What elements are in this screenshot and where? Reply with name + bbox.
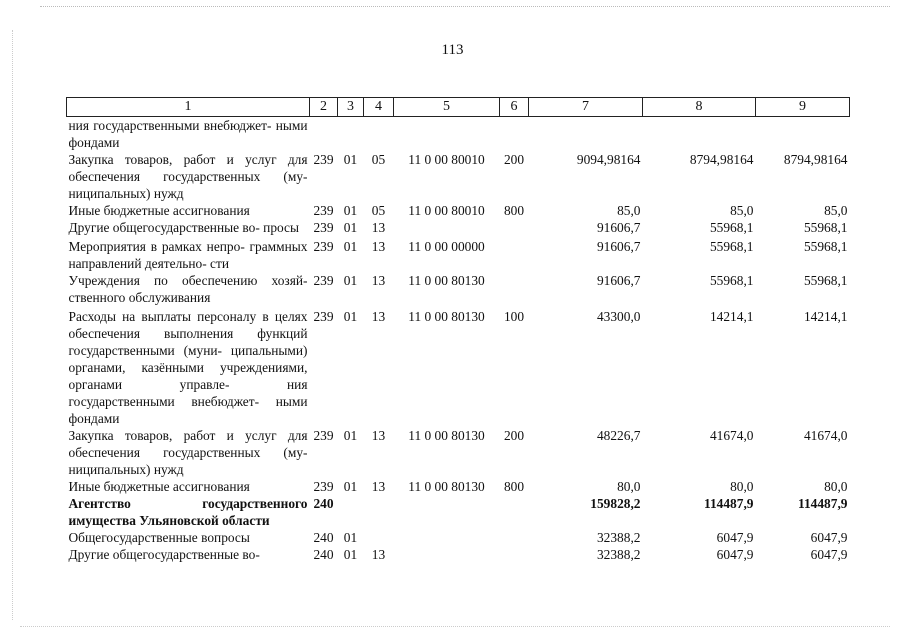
row-value-cell: 13 [371,547,386,562]
row-value-cell [394,546,500,563]
table-row [67,202,850,219]
row-value-cell: 9094,98164 [576,152,641,167]
row-value-cell: 32388,2 [596,530,641,545]
row-value-cell: 13 [371,428,386,443]
column-header: 9 [756,98,850,117]
row-value-cell: 85,0 [730,203,754,218]
column-header: 5 [394,98,500,117]
column-header: 4 [364,98,394,117]
row-value-cell [500,117,529,152]
column-header: 6 [500,98,529,117]
row-value-cell [756,117,850,152]
row-value-cell [500,236,529,272]
row-value-cell: 14214,1 [803,309,848,324]
row-value-cell: 55968,1 [803,239,848,254]
row-value-cell: 200 [503,152,525,167]
row-name-cell: Мероприятия в рамках непро- граммных направлений деятельно- сти [68,239,308,271]
row-value-cell: 11 0 00 80130 [408,309,485,324]
row-value-cell [364,529,394,546]
row-value-cell: 55968,1 [709,239,754,254]
table-row [67,306,850,427]
row-value-cell [500,495,529,529]
column-header: 2 [310,98,338,117]
row-value-cell: 800 [503,203,525,218]
row-value-cell: 01 [343,309,358,324]
row-value-cell [500,546,529,563]
table-row [67,478,850,495]
budget-table [66,97,850,563]
row-name-cell: ния государственными внебюджет- ными фондами [68,118,308,150]
row-name-cell: Закупка товаров, работ и услуг для обеспечения государственных (му- ниципальных) нужд [68,152,308,201]
row-name-cell: Иные бюджетные ассигнования [68,203,250,218]
row-name-cell: Агентство государственного имущества Ульяновской области [68,496,308,528]
scan-edge-bottom [20,626,890,627]
column-header: 7 [529,98,643,117]
row-value-cell: 6047,9 [716,547,754,562]
row-value-cell: 01 [343,239,358,254]
row-value-cell: 11 0 00 80130 [408,273,485,288]
row-value-cell [364,495,394,529]
row-name-cell: Расходы на выплаты персоналу в целях обеспечения выполнения функций государственными (муни- ципальными) органами, казёнными учреждениями, органами управле- ния государственными внебюджет- ными фондами [68,309,308,426]
row-value-cell: 01 [343,547,358,562]
row-value-cell: 55968,1 [803,220,848,235]
row-value-cell: 239 [313,309,334,324]
row-value-cell [500,529,529,546]
row-value-cell: 6047,9 [810,547,848,562]
row-value-cell: 13 [371,239,386,254]
row-value-cell: 6047,9 [810,530,848,545]
row-value-cell: 239 [313,203,334,218]
row-value-cell: 48226,7 [596,428,641,443]
row-value-cell: 85,0 [617,203,641,218]
row-value-cell: 8794,98164 [783,152,848,167]
table-row [67,151,850,202]
row-value-cell: 6047,9 [716,530,754,545]
row-value-cell: 01 [343,273,358,288]
scan-edge-left [12,30,13,620]
row-value-cell: 01 [343,428,358,443]
row-value-cell: 159828,2 [590,496,641,511]
scan-edge-top [40,6,890,7]
row-value-cell: 01 [343,203,358,218]
table-row [67,117,850,152]
row-value-cell: 05 [371,152,386,167]
row-value-cell: 05 [371,203,386,218]
row-value-cell: 114487,9 [798,496,848,511]
row-value-cell [338,495,364,529]
row-value-cell [310,117,338,152]
row-value-cell: 13 [371,479,386,494]
table-row [67,272,850,306]
row-value-cell: 8794,98164 [689,152,754,167]
row-value-cell: 13 [371,273,386,288]
row-value-cell: 239 [313,428,334,443]
row-value-cell: 01 [343,152,358,167]
row-value-cell: 01 [343,479,358,494]
row-name-cell: Иные бюджетные ассигнования [68,479,250,494]
row-value-cell: 32388,2 [596,547,641,562]
row-name-cell: Учреждения по обеспечению хозяй- ственного обслуживания [68,273,308,305]
row-value-cell: 80,0 [617,479,641,494]
row-value-cell: 240 [313,530,334,545]
row-value-cell: 239 [313,239,334,254]
row-value-cell: 91606,7 [596,220,641,235]
row-value-cell: 55968,1 [803,273,848,288]
row-name-cell: Закупка товаров, работ и услуг для обеспечения государственных (му- ниципальных) нужд [68,428,308,477]
row-value-cell [394,529,500,546]
row-value-cell [529,117,643,152]
page-number: 113 [441,42,464,58]
row-value-cell: 85,0 [824,203,848,218]
row-value-cell: 11 0 00 80130 [408,428,485,443]
table-body [67,117,850,564]
row-value-cell [500,219,529,236]
column-header: 3 [338,98,364,117]
row-value-cell: 01 [343,530,358,545]
row-name-cell: Другие общегосударственные во- просы [68,220,299,235]
row-value-cell: 11 0 00 80010 [408,152,485,167]
row-value-cell [643,117,756,152]
row-value-cell: 55968,1 [709,273,754,288]
row-value-cell [500,272,529,306]
row-value-cell: 14214,1 [709,309,754,324]
row-value-cell: 239 [313,479,334,494]
row-value-cell: 01 [343,220,358,235]
row-value-cell: 239 [313,273,334,288]
row-value-cell: 239 [313,152,334,167]
table-row [67,236,850,272]
row-value-cell: 43300,0 [596,309,641,324]
row-value-cell [394,219,500,236]
row-value-cell: 240 [313,547,334,562]
column-header: 8 [643,98,756,117]
row-value-cell: 200 [503,428,525,443]
table-row [67,427,850,478]
row-value-cell: 11 0 00 80010 [408,203,485,218]
row-value-cell: 800 [503,479,525,494]
row-value-cell: 239 [313,220,334,235]
row-value-cell: 41674,0 [803,428,848,443]
table-row [67,546,850,563]
row-value-cell [394,495,500,529]
row-value-cell: 41674,0 [709,428,754,443]
row-value-cell: 11 0 00 80130 [408,479,485,494]
row-value-cell: 11 0 00 00000 [408,239,485,254]
row-value-cell: 13 [371,220,386,235]
row-value-cell: 240 [313,496,334,511]
column-header-row [67,98,850,117]
table-row [67,495,850,529]
row-value-cell: 55968,1 [709,220,754,235]
row-name-cell: Другие общегосударственные во- [68,547,260,562]
row-value-cell [338,117,364,152]
row-name-cell: Общегосударственные вопросы [68,530,250,545]
table-row [67,529,850,546]
row-value-cell [364,117,394,152]
row-value-cell: 80,0 [824,479,848,494]
row-value-cell: 114487,9 [704,496,754,511]
row-value-cell: 13 [371,309,386,324]
row-value-cell: 80,0 [730,479,754,494]
column-header: 1 [67,98,310,117]
table-row [67,219,850,236]
row-value-cell: 91606,7 [596,239,641,254]
row-value-cell: 100 [503,309,525,324]
row-value-cell [394,117,500,152]
row-value-cell: 91606,7 [596,273,641,288]
